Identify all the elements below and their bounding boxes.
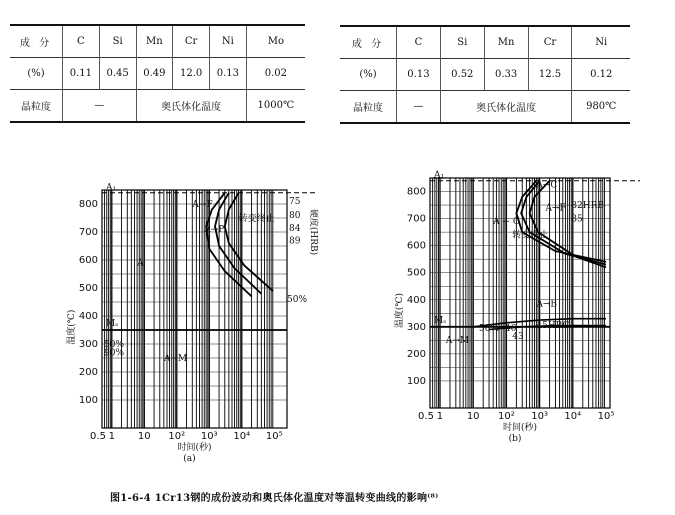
y-tick-label: 700: [406, 213, 426, 225]
table-cell: Ni: [210, 25, 247, 58]
grain-size-label: 晶粒度: [340, 91, 397, 124]
pct-label: 50%: [287, 295, 308, 305]
x-tick-label: 10⁴: [233, 431, 251, 442]
table-cell: 0.02: [246, 58, 305, 90]
region-label-am: A→M: [445, 336, 470, 347]
hardness-label: 82HRB: [571, 200, 604, 211]
y-tick-label: 500: [406, 267, 426, 279]
plot-frame: [102, 190, 287, 428]
x-tick-label: 10⁵: [265, 431, 283, 442]
y-axis-title: 温度(℃): [395, 293, 405, 329]
a1-label: A₁: [434, 170, 445, 181]
table-cell: C: [63, 25, 100, 58]
bainite-hardness-label: 46: [504, 323, 517, 334]
region-label-a: A: [137, 258, 144, 269]
table-cell: Mn: [136, 25, 173, 58]
panel-label: (a): [183, 454, 196, 464]
austenitizing-label: 奥氏体化温度: [136, 90, 246, 123]
region-label-af: A→F: [545, 203, 566, 214]
hardness-label: 89: [289, 236, 301, 247]
table-cell: Si: [99, 25, 136, 58]
table-cell: C: [397, 26, 441, 59]
y-tick-label: 100: [406, 375, 426, 387]
table-cell: 成 分: [340, 26, 397, 59]
table-cell: (%): [340, 59, 397, 91]
a1-label: A₁: [106, 182, 117, 193]
y-tick-label: 800: [406, 186, 426, 198]
y-tick-label: 700: [78, 227, 98, 238]
hardness-label: 75: [289, 197, 301, 208]
table-cell: 12.5: [528, 59, 572, 91]
table-cell: 0.49: [136, 58, 173, 90]
y-tick-label: 500: [78, 283, 98, 294]
table-cell: 0.11: [63, 58, 100, 90]
right-axis-title: 硬度(HRB): [308, 208, 318, 256]
bainite-hardness-label: 45HRC: [536, 321, 570, 332]
table-cell: 0.13: [210, 58, 247, 90]
y-axis-title: 温度(℃): [67, 309, 77, 345]
martensite-label: 50%: [104, 340, 125, 350]
table-cell: 成 分: [10, 25, 63, 58]
region-label-am: A→M: [163, 353, 188, 364]
martensite-label: 90%: [104, 348, 125, 359]
x-tick-label: 10²: [498, 411, 515, 422]
x-tick-label: 10³: [200, 431, 218, 442]
x-tick-label: 10: [466, 411, 480, 422]
table-cell: Si: [440, 26, 484, 59]
panel-label: (b): [508, 434, 522, 444]
figure-caption: 图1-6-4 1Cr13钢的成份波动和奥氏体化温度对等温转变曲线的影响⁽⁸⁾: [110, 493, 439, 504]
table-cell: Mo: [246, 25, 305, 58]
grain-size-value: —: [63, 90, 137, 123]
region-label-aplusc: A + C: [493, 217, 520, 227]
table-cell: Ni: [572, 26, 630, 59]
hardness-label: 80: [289, 211, 301, 222]
y-tick-label: 300: [406, 321, 426, 333]
region-label-af: A→F: [192, 199, 213, 210]
table-cell: 0.45: [99, 58, 136, 90]
ms-label: Mₛ: [434, 315, 447, 326]
y-tick-label: 600: [406, 240, 426, 252]
table-cell: Cr: [528, 26, 572, 59]
x-tick-label: 10³: [531, 411, 548, 422]
x-tick-label: 1: [108, 431, 115, 442]
x-tick-label: 0.5: [90, 431, 106, 442]
x-axis-title: 时间(秒): [177, 443, 212, 453]
grain-size-value: —: [397, 91, 441, 124]
table-cell: 12.0: [173, 58, 210, 90]
x-tick-label: 10: [137, 431, 151, 442]
table-cell: 0.33: [484, 59, 528, 91]
chart-panel-b: [393, 171, 640, 444]
x-tick-label: 10⁵: [597, 411, 615, 422]
ms-label: Mₛ: [106, 319, 119, 329]
bainite-hardness-label: 43: [512, 332, 524, 342]
transformation-curve: [215, 193, 261, 294]
austenitizing-temp: 1000℃: [246, 90, 305, 123]
y-tick-label: 400: [406, 294, 426, 306]
table-cell: (%): [10, 58, 63, 90]
region-label-ap: A→P: [204, 225, 225, 235]
x-tick-label: 1: [436, 411, 444, 422]
table-cell: Cr: [173, 25, 210, 58]
x-axis-title: 时间(秒): [502, 423, 538, 433]
table-cell: Mn: [484, 26, 528, 59]
end-label: 转变终止: [238, 213, 275, 224]
y-tick-label: 600: [78, 255, 98, 266]
table-cell: 0.12: [572, 59, 630, 91]
y-tick-label: 300: [78, 339, 98, 350]
end-label: 转变终止: [512, 230, 549, 241]
y-tick-label: 100: [78, 395, 98, 406]
table-cell: 0.52: [440, 59, 484, 91]
x-tick-label: 10⁴: [564, 411, 582, 422]
hardness-label: 85: [571, 214, 583, 225]
region-label-ac: A→C: [536, 180, 558, 191]
x-tick-label: 0.5: [418, 411, 434, 422]
y-tick-label: 400: [78, 311, 98, 322]
austenitizing-temp: 980℃: [572, 91, 630, 124]
austenitizing-label: 奥氏体化温度: [440, 91, 572, 124]
grain-size-label: 晶粒度: [10, 90, 63, 123]
chart-panel-a: [65, 183, 320, 464]
y-tick-label: 800: [78, 199, 98, 210]
x-tick-label: 10²: [168, 431, 186, 442]
y-tick-label: 200: [406, 348, 426, 360]
table-cell: 0.13: [397, 59, 441, 91]
region-label-ab: A→B: [536, 299, 558, 310]
y-tick-label: 200: [78, 367, 98, 378]
bainite-hardness-label: 50%: [479, 323, 500, 334]
hardness-label: 84: [289, 223, 301, 234]
